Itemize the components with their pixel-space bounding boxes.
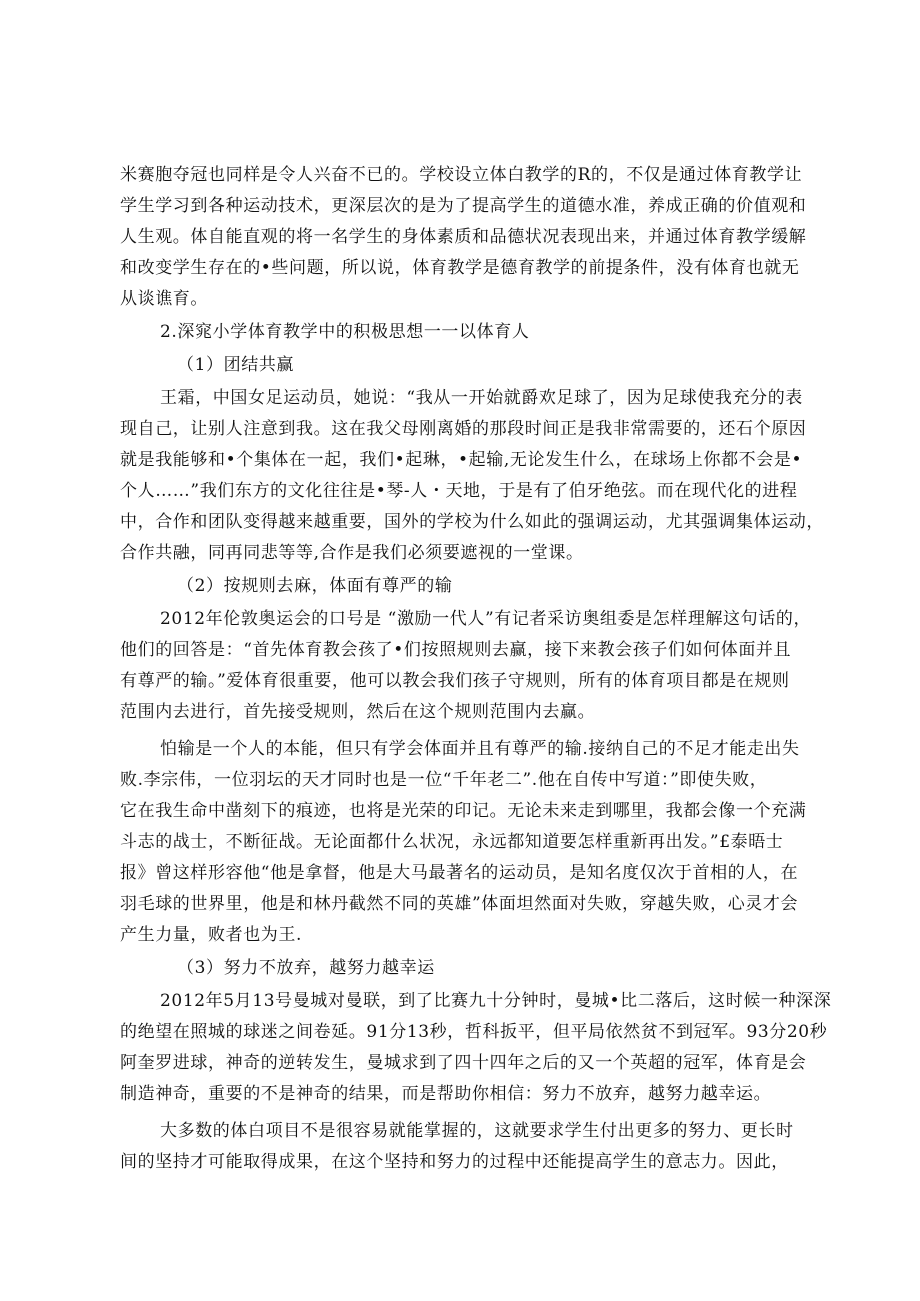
text-line: 就是我能够和•个集体在一起，我们•起琳，•起输,无论发生什么，在球场上你都不会是• bbox=[120, 450, 803, 470]
text-line: 阿奎罗进球，神奇的逆转发生，曼城求到了四十四年之后的又一个英超的冠军，体育是会 bbox=[120, 1053, 807, 1073]
text-line: 斗志的战士，不断征战。无论面都什么状况，永远都知道要怎样重新再出发。”£泰晤士 bbox=[120, 832, 784, 852]
text-line: 个人……”我们东方的文化往往是•琴-人・天地，于是有了伯牙绝弦。而在现代化的进程 bbox=[120, 481, 798, 501]
text-line: 从谈谯育。 bbox=[120, 289, 208, 309]
text-line: 败.李宗伟，一位羽坛的天才同时也是一位“千年老二”.他在自传中写道：”即使失败， bbox=[120, 770, 768, 790]
subheading-teamwork: （1）团结共赢 bbox=[177, 355, 295, 375]
paragraph-moral-education bbox=[120, 160, 807, 315]
text-line: 现自己，让别人注意到我。这在我父母刚离婚的那段时间正是我非常需要的，还石个原因 bbox=[120, 419, 807, 439]
text-line: 报》曾这样形容他“他是拿督，他是大马最著名的运动员，是知名度仅次于首相的人，在 bbox=[120, 863, 799, 883]
text-line: 间的坚持才可能取得成果，在这个坚持和努力的过程中还能提高学生的意志力。因此， bbox=[120, 1152, 789, 1172]
text-line: 范围内去进行，首先接受规则，然后在这个规则范围内去赢。 bbox=[120, 702, 596, 722]
document-body bbox=[120, 160, 832, 1178]
paragraph-wang-shuang bbox=[120, 383, 824, 569]
text-line: 它在我生命中凿刻下的痕迹，也将是光荣的印记。无论未来走到哪里，我都会像一个充满 bbox=[120, 801, 807, 821]
text-line: 中，合作和团队变得越来越重要，国外的学校为什么如此的强调运动，尤其强调集体运动， bbox=[120, 512, 824, 532]
text-line: 的绝望在照城的球迷之间卷延。91分13秒，哲科扳平，但平局依然贫不到冠军。93分20秒 bbox=[120, 1022, 828, 1042]
text-line: 羽毛球的世界里，他是和林丹截然不同的英雄”体面坦然面对失败，穿越失败，心灵才会 bbox=[120, 894, 799, 914]
text-line: 王霜，中国女足运动员，她说：“我从一开始就爵欢足球了，因为足球使我充分的表 bbox=[160, 388, 803, 408]
subheading-rules: （2）按规则去麻，体面有尊严的输 bbox=[177, 576, 453, 596]
text-line: 制造神奇，重要的不是神奇的结果，而是帮助你相信：努力不放弃，越努力越幸运。 bbox=[120, 1084, 772, 1104]
section-heading: 2.深窕小学体育教学中的积极思想一一以体育人 bbox=[160, 322, 530, 342]
paragraph-perseverance bbox=[120, 1116, 800, 1178]
text-line: 人生观。体自能直观的将一名学生的身体素质和品德状况表现出来，并通过体育教学缓解 bbox=[120, 227, 807, 247]
text-line: 有尊严的输。”爱体育很重要，他可以教会我们孩子守规则，所有的体育项目都是在规则 bbox=[120, 671, 790, 691]
text-line: 学生学习到各种运动技术，更深层次的是为了提高学生的道德水准，养成正确的价值观和 bbox=[120, 196, 807, 216]
subheading-effort: （3）努力不放弃，越努力越幸运 bbox=[177, 958, 435, 978]
text-line: 米赛胞夺冠也同样是令人兴奋不已的。学校设立体白教学的R的，不仅是通过体育教学让 bbox=[120, 165, 803, 185]
text-line: 和改变学生存在的•些问题，所以说，体育教学是德育教学的前提条件，没有体育也就无 bbox=[120, 258, 800, 278]
text-line: 2012年伦敦奥运会的口号是 “激励一代人”有记者采访奥组委是怎样理解这句话的， bbox=[160, 609, 812, 629]
paragraph-london-olympics bbox=[120, 604, 812, 728]
text-line: 怕输是一个人的本能，但只有学会体面并且有尊严的输.接纳自己的不足才能走出失 bbox=[160, 739, 800, 759]
text-line: 大多数的体白项目不是很容易就能掌握的，这就要求学生付出更多的努力、更长时 bbox=[160, 1121, 794, 1141]
paragraph-lee-chong-wei bbox=[120, 734, 807, 951]
text-line: 他们的回答是：“首先体育教会孩了•们按照规则去赢，接下来教会孩子们如何体面并且 bbox=[120, 640, 792, 660]
paragraph-man-city bbox=[120, 986, 832, 1110]
text-line: 产生力量，败者也为王. bbox=[120, 925, 303, 945]
text-line: 2012年5月13号曼城对曼联，到了比赛九十分钟时，曼城•比二落后，这时候一种深深 bbox=[160, 991, 832, 1011]
text-line: 合作共融，同再同悲等等,合作是我们必须要遮视的一堂课。 bbox=[120, 543, 584, 563]
